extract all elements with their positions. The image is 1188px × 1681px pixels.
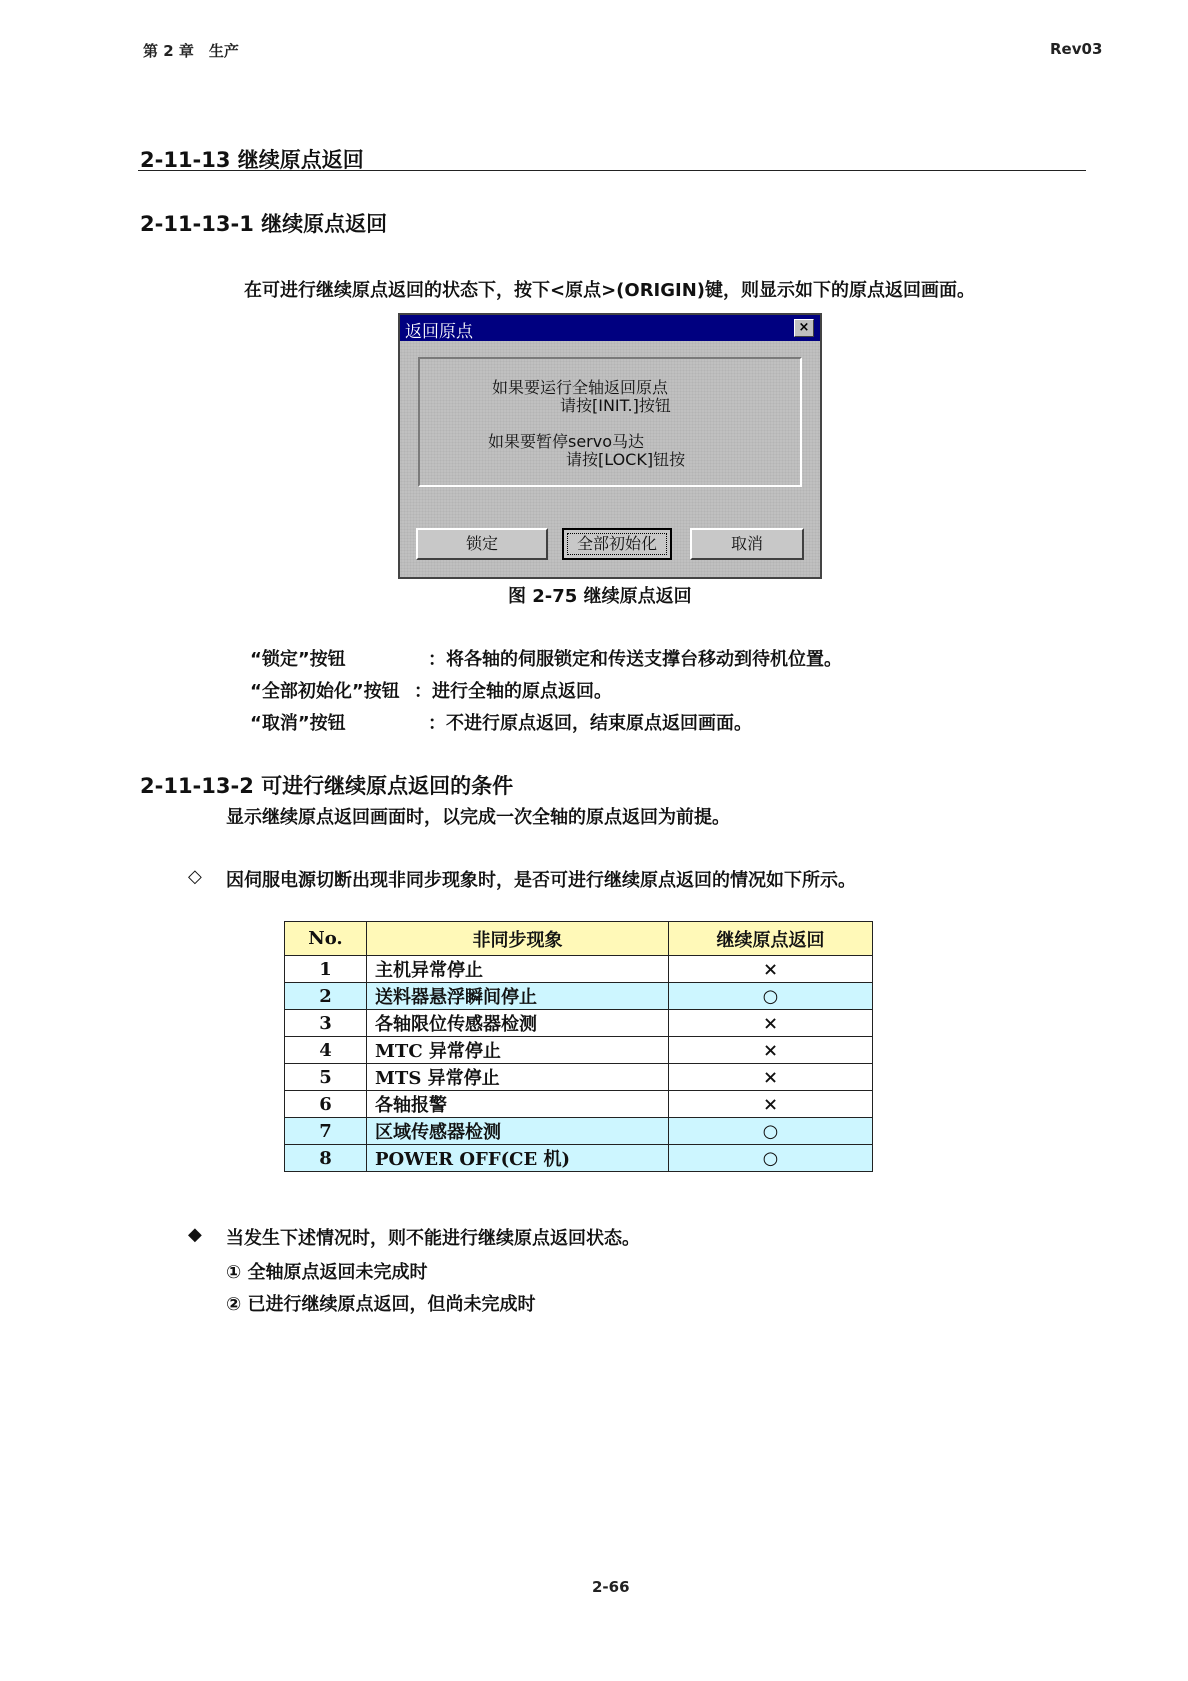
figure-caption: 图 2-75 继续原点返回: [508, 586, 692, 607]
row-result: ×: [669, 1064, 873, 1091]
button-desc-init-name: “全部初始化”按钮: [250, 681, 400, 702]
row-no: 6: [285, 1091, 367, 1118]
subsection-2-bullet: 因伺服电源切断出现非同步现象时，是否可进行继续原点返回的情况如下所示。: [226, 870, 856, 891]
row-phenomenon: MTS 异常停止: [367, 1064, 669, 1091]
table-row: [285, 1118, 873, 1145]
button-desc-cancel-text: ：不进行原点返回，结束原点返回画面。: [428, 713, 752, 734]
row-result: ×: [669, 1037, 873, 1064]
page-number: 2-66: [592, 1578, 630, 1596]
table-row: [285, 1091, 873, 1118]
notes-item-2: ② 已进行继续原点返回，但尚未完成时: [226, 1294, 536, 1315]
row-result: ×: [669, 1010, 873, 1037]
dialog-title: 返回原点: [405, 322, 473, 342]
dialog-titlebar: [400, 315, 820, 341]
row-phenomenon: 各轴报警: [367, 1091, 669, 1118]
async-phenomenon-table: [284, 921, 873, 1172]
table-row: [285, 956, 873, 983]
button-desc-lock-name: “锁定”按钮: [250, 649, 346, 670]
dialog-message-line-4: 请按[LOCK]钮按: [566, 450, 686, 469]
col-header-result: 继续原点返回: [669, 922, 873, 956]
table-row: [285, 1064, 873, 1091]
init-all-button[interactable]: 全部初始化: [562, 528, 672, 560]
notes-item-1: ① 全轴原点返回未完成时: [226, 1262, 428, 1283]
close-icon[interactable]: ×: [794, 319, 814, 337]
row-result: ×: [669, 956, 873, 983]
table-header-row: [285, 922, 873, 956]
cancel-button[interactable]: 取消: [690, 528, 804, 560]
subsection-title-2: 2-11-13-2 可进行继续原点返回的条件: [140, 774, 514, 798]
revision-label: Rev03: [1050, 40, 1103, 58]
button-desc-init-text: ：进行全轴的原点返回。: [414, 681, 612, 702]
row-result: ○: [669, 1145, 873, 1172]
section-title: 2-11-13 继续原点返回: [140, 148, 364, 172]
dialog-message-line-1: 如果要运行全轴返回原点: [492, 378, 669, 397]
row-result: ×: [669, 1091, 873, 1118]
row-no: 1: [285, 956, 367, 983]
dialog-message-line-3: 如果要暂停servo马达: [488, 432, 645, 451]
table-row: [285, 983, 873, 1010]
col-header-phenomenon: 非同步现象: [367, 922, 669, 956]
row-no: 7: [285, 1118, 367, 1145]
origin-return-dialog: [398, 313, 822, 579]
row-phenomenon: 送料器悬浮瞬间停止: [367, 983, 669, 1010]
row-result: ○: [669, 1118, 873, 1145]
subsection-title-1: 2-11-13-1 继续原点返回: [140, 212, 388, 236]
row-phenomenon: POWER OFF(CE 机): [367, 1145, 669, 1172]
notes-title: 当发生下述情况时，则不能进行继续原点返回状态。: [226, 1228, 640, 1249]
dialog-message-line-2: 请按[INIT.]按钮: [560, 396, 671, 415]
row-phenomenon: 区域传感器检测: [367, 1118, 669, 1145]
lock-button[interactable]: 锁定: [416, 528, 548, 560]
row-result: ○: [669, 983, 873, 1010]
dialog-message-panel: [418, 357, 802, 487]
table-row: [285, 1145, 873, 1172]
diamond-icon: ◇: [188, 866, 202, 887]
row-no: 3: [285, 1010, 367, 1037]
button-desc-lock-text: ：将各轴的伺服锁定和传送支撑台移动到待机位置。: [428, 649, 842, 670]
row-phenomenon: 主机异常停止: [367, 956, 669, 983]
section-divider: [138, 170, 1086, 171]
row-phenomenon: MTC 异常停止: [367, 1037, 669, 1064]
col-header-no: No.: [285, 922, 367, 956]
black-diamond-icon: ◆: [188, 1224, 202, 1245]
row-phenomenon: 各轴限位传感器检测: [367, 1010, 669, 1037]
row-no: 2: [285, 983, 367, 1010]
table-row: [285, 1010, 873, 1037]
table-row: [285, 1037, 873, 1064]
button-desc-cancel-name: “取消”按钮: [250, 713, 346, 734]
row-no: 4: [285, 1037, 367, 1064]
chapter-label: 第 2 章 生产: [143, 42, 239, 60]
row-no: 5: [285, 1064, 367, 1091]
intro-text: 在可进行继续原点返回的状态下，按下<原点>(ORIGIN)键，则显示如下的原点返回画面。: [244, 280, 976, 301]
row-no: 8: [285, 1145, 367, 1172]
subsection-2-desc: 显示继续原点返回画面时，以完成一次全轴的原点返回为前提。: [226, 807, 730, 828]
